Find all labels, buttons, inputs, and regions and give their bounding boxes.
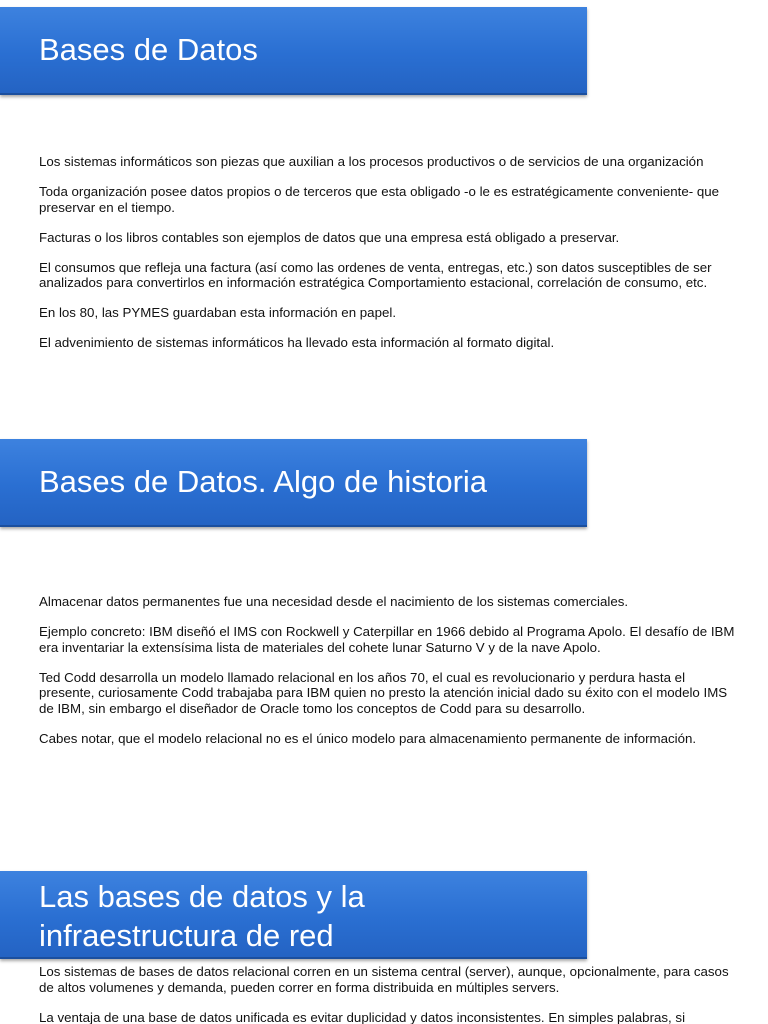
slide-1-paragraph: Toda organización posee datos propios o de terceros que esta obligado -o le es estratégicamente conveniente- que preservar en el tiempo. [39, 184, 720, 215]
slide-2-title: Bases de Datos. Algo de historia [39, 464, 488, 499]
slide-2-title-banner [0, 439, 587, 527]
slide-2-paragraph: Ejemplo concreto: IBM diseñó el IMS con Rockwell y Caterpillar en 1966 debido al Programa Apolo. El desafío de IBM era inventariar la extensísima lista de materiales del cohete lunar Saturno V y de la nave Apolo. [39, 624, 735, 655]
slide-3-paragraph: Los sistemas de bases de datos relacional corren en un sistema central (server), aunque, opcionalmente, para casos de altos volumenes y demanda, pueden correr en forma distribuida en múltiples servers. [39, 964, 729, 995]
slide-1-paragraph: Facturas o los libros contables son ejemplos de datos que una empresa está obligado a preservar. [39, 229, 620, 245]
slide-1-body [39, 154, 739, 365]
slide-2-body [39, 594, 739, 761]
slide-1-title: Bases de Datos [39, 32, 258, 67]
slide-2-paragraph: Ted Codd desarrolla un modelo llamado relacional en los años 70, el cual es revolucionario y perdura hasta el presente, curiosamente Codd trabajaba para IBM quien no presto la atención inicial dado su éxito con el modelo IMS de IBM, sin embargo el diseñador de Oracle tomo los conceptos de Codd para su desarrollo. [39, 669, 728, 716]
slide-3-body [39, 964, 739, 1024]
slide-2-paragraph: Cabes notar, que el modelo relacional no es el único modelo para almacenamiento permanente de información. [39, 730, 697, 746]
slide-1-title-banner [0, 7, 587, 95]
slide-3-title-line-2: infraestructura de red [39, 918, 334, 953]
slide-3-title-banner [0, 871, 587, 959]
slide-3-paragraph: La ventaja de una base de datos unificada es evitar duplicidad y datos inconsistentes. En simples palabras, si [39, 1009, 686, 1024]
slide-1-paragraph: El consumos que refleja una factura (así como las ordenes de venta, entregas, etc.) son datos susceptibles de ser analizados para convertirlos en información estratégica Comportamiento estacional, correlación de consumo, etc. [39, 259, 712, 290]
slide-1-paragraph: En los 80, las PYMES guardaban esta información en papel. [39, 305, 397, 320]
slide-1-paragraph: El advenimiento de sistemas informáticos ha llevado esta información al formato digital. [39, 335, 555, 350]
slide-3-title [39, 877, 365, 955]
slide-3-title-line-1: Las bases de datos y la [39, 879, 365, 914]
slide-1-paragraph: Los sistemas informáticos son piezas que auxilian a los procesos productivos o de servicios de una organización [39, 154, 704, 169]
slide-2-paragraph: Almacenar datos permanentes fue una necesidad desde el nacimiento de los sistemas comerciales. [39, 594, 629, 609]
